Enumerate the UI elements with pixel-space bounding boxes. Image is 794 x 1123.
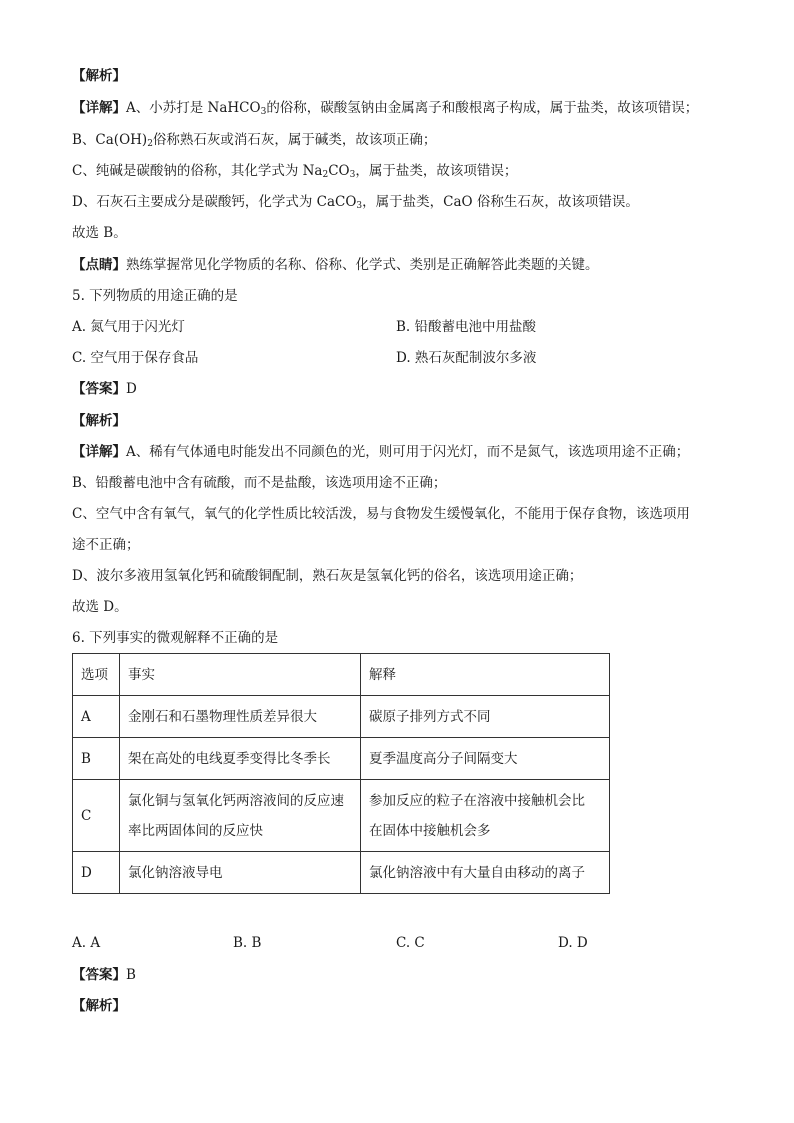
answer-label: 【答案】 <box>72 381 126 397</box>
row-option: D <box>73 852 120 894</box>
analysis-label: 【解析】 <box>72 413 126 429</box>
q5-option-c: C. 空气用于保存食品 <box>72 350 199 366</box>
table-header-row <box>73 654 610 696</box>
comment-label: 【点睛】 <box>72 257 126 273</box>
fact-line-2: 率比两固体间的反应快 <box>128 822 263 839</box>
q5-option-d: D. 熟石灰配制波尔多液 <box>396 350 537 366</box>
explain-line-2: 在固体中接触机会多 <box>369 822 491 839</box>
detail-b-text-rest: 俗称熟石灰或消石灰，属于碱类，故该项正确； <box>152 132 437 148</box>
answer-label: 【答案】 <box>72 967 126 983</box>
table-row <box>73 738 610 780</box>
analysis-label: 【解析】 <box>72 68 126 84</box>
q4-analysis-tag <box>72 66 126 86</box>
q6-option-b: B. B <box>233 935 262 951</box>
detail-label: 【详解】 <box>72 100 126 116</box>
q6-option-c: C. C <box>396 935 425 951</box>
q4-detail-a <box>72 98 698 122</box>
detail-a-text: A、小苏打是 NaHCO <box>126 100 261 116</box>
q5-option-b: B. 铅酸蓄电池中用盐酸 <box>396 319 537 335</box>
q6-option-d: D. D <box>558 935 588 951</box>
detail-d-text-rest: ，属于盐类，CaO 俗称生石灰，故该项错误。 <box>362 194 639 210</box>
q4-detail-c <box>72 161 517 185</box>
subscript: 2 <box>322 170 329 180</box>
detail-a-text: A、稀有气体通电时能发出不同颜色的光，则可用于闪光灯，而不是氮气，该选项用途不正确； <box>126 444 690 460</box>
subscript: 3 <box>349 170 356 180</box>
q5-choice: 故选 D。 <box>72 599 128 615</box>
row-fact: 架在高处的电线夏季变得比冬季长 <box>120 738 361 780</box>
header-explain: 解释 <box>361 654 610 696</box>
q4-detail-d <box>72 192 639 216</box>
q5-analysis-tag <box>72 411 126 431</box>
detail-d-text: D、石灰石主要成分是碳酸钙，化学式为 CaCO <box>72 194 357 210</box>
answer-value: D <box>126 381 137 397</box>
row-fact: 氯化钠溶液导电 <box>120 852 361 894</box>
q6-stem: 6. 下列事实的微观解释不正确的是 <box>72 630 279 646</box>
fact-line-1: 氯化铜与氢氧化钙两溶液间的反应速 <box>128 792 344 809</box>
q6-table <box>72 653 610 894</box>
row-fact: 金刚石和石墨物理性质差异很大 <box>120 696 361 738</box>
q5-detail-d: D、波尔多液用氢氧化钙和硫酸铜配制，熟石灰是氢氧化钙的俗名，该选项用途正确； <box>72 568 583 584</box>
q5-answer <box>72 379 137 399</box>
subscript: 3 <box>356 201 363 211</box>
q4-choice: 故选 B。 <box>72 225 127 241</box>
row-explain: 碳原子排列方式不同 <box>361 696 610 738</box>
q6-analysis-tag <box>72 996 126 1016</box>
answer-value: B <box>126 967 136 983</box>
table-row <box>73 696 610 738</box>
detail-c-text-rest: ，属于盐类，故该项错误； <box>355 163 518 179</box>
q4-detail-b <box>72 130 436 154</box>
explain-line-1: 参加反应的粒子在溶液中接触机会比 <box>369 792 585 809</box>
q5-detail-c-line2: 途不正确； <box>72 537 140 553</box>
q5-option-a: A. 氮气用于闪光灯 <box>72 319 185 335</box>
row-fact <box>120 780 361 852</box>
detail-c-text: C、纯碱是碳酸钠的俗称，其化学式为 Na <box>72 163 323 179</box>
formula-part: CO <box>328 163 350 179</box>
q5-stem: 5. 下列物质的用途正确的是 <box>72 288 238 304</box>
analysis-label: 【解析】 <box>72 998 126 1014</box>
q6-answer <box>72 965 136 985</box>
row-explain: 夏季温度高分子间隔变大 <box>361 738 610 780</box>
detail-b-text: B、Ca(OH) <box>72 132 148 148</box>
comment-text: 熟练掌握常见化学物质的名称、俗称、化学式、类别是正确解答此类题的关键。 <box>126 257 599 273</box>
table-row <box>73 780 610 852</box>
row-explain <box>361 780 610 852</box>
subscript: 3 <box>260 107 267 117</box>
q5-detail-b: B、铅酸蓄电池中含有硫酸，而不是盐酸，该选项用途不正确； <box>72 475 447 491</box>
row-option: A <box>73 696 120 738</box>
row-option: B <box>73 738 120 780</box>
detail-label: 【详解】 <box>72 444 126 460</box>
row-option: C <box>73 780 120 852</box>
q5-detail-a <box>72 442 689 462</box>
header-fact: 事实 <box>120 654 361 696</box>
q6-option-a: A. A <box>72 935 101 951</box>
row-explain: 氯化钠溶液中有大量自由移动的离子 <box>361 852 610 894</box>
header-option: 选项 <box>73 654 120 696</box>
subscript: 2 <box>147 139 153 149</box>
q4-comment <box>72 255 599 275</box>
q5-detail-c-line1: C、空气中含有氧气，氧气的化学性质比较活泼，易与食物发生缓慢氧化，不能用于保存食物，该选项用 <box>72 506 690 522</box>
detail-a-text-rest: 的俗称，碳酸氢钠由金属离子和酸根离子构成，属于盐类，故该项错误； <box>266 100 699 116</box>
table-row <box>73 852 610 894</box>
